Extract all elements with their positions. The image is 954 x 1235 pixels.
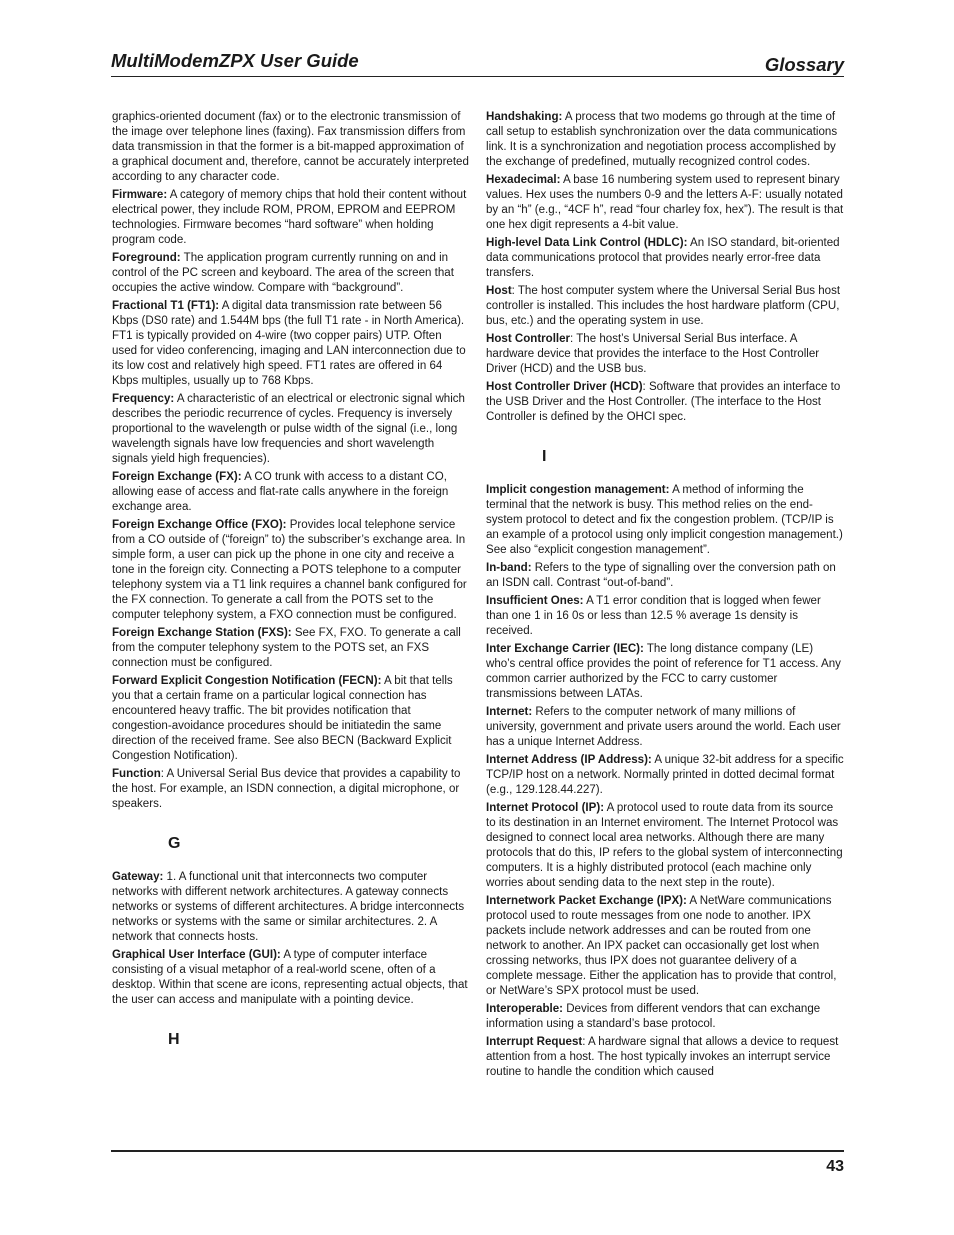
glossary-term: Host Controller Driver (HCD) bbox=[486, 381, 643, 393]
glossary-definition: The application program currently running on and in control of the PC screen and keyboard. The area of the screen that occupies the active window. Compare with “background”. bbox=[112, 252, 454, 294]
glossary-term: Foreign Exchange (FX): bbox=[112, 471, 242, 483]
glossary-term: Graphical User Interface (GUI): bbox=[112, 949, 281, 961]
glossary-entry bbox=[486, 332, 844, 377]
glossary-definition: : The host computer system where the Universal Serial Bus host controller is installed. This includes the host hardware platform (CPU, bus, etc.) and the operating system in use. bbox=[486, 285, 841, 327]
glossary-definition: Refers to the computer network of many millions of university, government and private users around the world. Each user has a unique Internet Address. bbox=[486, 706, 841, 748]
glossary-term: Foreign Exchange Office (FXO): bbox=[112, 519, 287, 531]
glossary-definition: : A hardware signal that allows a device to request attention from a host. The host typically invokes an interrupt service routine to handle the condition which caused bbox=[486, 1036, 839, 1078]
glossary-term: Function bbox=[112, 768, 161, 780]
glossary-entry bbox=[112, 470, 469, 515]
glossary-term: Implicit congestion management: bbox=[486, 484, 670, 496]
glossary-term: Fractional T1 (FT1): bbox=[112, 300, 220, 312]
glossary-term: Host bbox=[486, 285, 512, 297]
right-column bbox=[486, 110, 844, 1083]
glossary-entry bbox=[112, 767, 469, 812]
glossary-definition: Devices from different vendors that can exchange information using a standard’s base protocol. bbox=[486, 1003, 821, 1030]
glossary-term: Gateway: bbox=[112, 871, 164, 883]
glossary-definition: 1. A functional unit that interconnects two computer networks with different network architectures. A gateway connects networks or systems of different architectures. A bridge interconnects networks or systems with the same or similar architectures. 2. A network that connects hosts. bbox=[112, 871, 465, 943]
glossary-term: Interrupt Request bbox=[486, 1036, 583, 1048]
glossary-definition: : A Universal Serial Bus device that provides a capability to the host. For example, an ISDN connection, a digital microphone, or speakers. bbox=[112, 768, 461, 810]
glossary-entry bbox=[112, 626, 469, 671]
glossary-term: Internet Address (IP Address): bbox=[486, 754, 652, 766]
glossary-definition: The long distance company (LE) who’s central office provides the point of reference for T1 access. Any common carrier authorized by the FCC to carry customer transmissions between LATAs. bbox=[486, 643, 841, 700]
glossary-entry bbox=[112, 188, 469, 248]
glossary-definition: A characteristic of an electrical or electronic signal which describes the periodic recurrence of cycles. Frequency is inversely proportional to the wavelength or pulse width of the signal (i.e., long wavelength signals have low frequencies and short wavelength signals yield high frequencies). bbox=[112, 393, 465, 465]
glossary-entry bbox=[112, 299, 469, 389]
glossary-entry bbox=[486, 173, 844, 233]
glossary-term: Hexadecimal: bbox=[486, 174, 561, 186]
section-letter-g: G bbox=[168, 835, 181, 852]
glossary-entry bbox=[486, 801, 844, 891]
h-entries bbox=[486, 110, 844, 425]
g-entries bbox=[112, 870, 469, 1008]
glossary-definition: : The host’s Universal Serial Bus interface. A hardware device that provides the interface to the Host Controller Driver (HCD) and the USB bus. bbox=[486, 333, 820, 375]
glossary-term: Forward Explicit Congestion Notification (FECN): bbox=[112, 675, 382, 687]
left-column bbox=[112, 110, 469, 1066]
glossary-definition: Provides local telephone service from a CO outside of (“foreign” to) the subscriber’s exchange area. In simple form, a user can pick up the phone in one city and receive a tone in the foreign city. Connecting a POTS telephone to a computer telephony system via a T1 link requires a channel bank configured for the FX connection. To generate a call from the POTS set to the computer telephony system, a FXO connection must be configured. bbox=[112, 519, 467, 621]
glossary-term: Interoperable: bbox=[486, 1003, 563, 1015]
glossary-entry bbox=[112, 392, 469, 467]
page-number: 43 bbox=[826, 1158, 844, 1175]
glossary-term: Internetwork Packet Exchange (IPX): bbox=[486, 895, 687, 907]
glossary-entry bbox=[486, 594, 844, 639]
glossary-term: In-band: bbox=[486, 562, 532, 574]
glossary-entry bbox=[486, 894, 844, 999]
glossary-entry bbox=[486, 380, 844, 425]
glossary-term: Internet: bbox=[486, 706, 533, 718]
glossary-term: Inter Exchange Carrier (IEC): bbox=[486, 643, 644, 655]
glossary-entry bbox=[486, 236, 844, 281]
glossary-term: Frequency: bbox=[112, 393, 175, 405]
section-letter-h: H bbox=[168, 1031, 180, 1048]
glossary-definition: A method of informing the terminal that the network is busy. This method relies on the end-system protocol to detect and fix the congestion problem. (TCP/IP is an example of a protocol using only implicit congestion management.) See also “explicit congestion management”. bbox=[486, 484, 843, 556]
glossary-entry bbox=[486, 483, 844, 558]
glossary-entry bbox=[112, 674, 469, 764]
glossary-entry bbox=[486, 1035, 844, 1080]
glossary-term: Foreground: bbox=[112, 252, 181, 264]
glossary-definition: A process that two modems go through at the time of call setup to establish synchronization over the data communications link. It is a synchronization and negotiation process accomplished by the exchange of predefined, mutually recognized control codes. bbox=[486, 111, 838, 168]
glossary-entry bbox=[486, 642, 844, 702]
glossary-entry bbox=[486, 1002, 844, 1032]
i-entries bbox=[486, 483, 844, 1080]
glossary-term: Handshaking: bbox=[486, 111, 563, 123]
f-entries bbox=[112, 188, 469, 812]
footer-rule bbox=[111, 1150, 844, 1152]
page-header bbox=[111, 48, 844, 77]
glossary-definition: A T1 error condition that is logged when fewer than one 1 in 16 0s or less than 12.5 % average 1s density is received. bbox=[486, 595, 821, 637]
glossary-term: Firmware: bbox=[112, 189, 168, 201]
glossary-entry bbox=[486, 561, 844, 591]
glossary-definition: A type of computer interface consisting of a visual metaphor of a real-world scene, often of a desktop. Within that scene are icons, representing actual objects, that the user can access and manipulate with a pointing device. bbox=[112, 949, 468, 1006]
glossary-entry bbox=[486, 110, 844, 170]
glossary-term: Internet Protocol (IP): bbox=[486, 802, 605, 814]
section-letter-i: I bbox=[542, 448, 547, 465]
glossary-definition: Refers to the type of signalling over the conversion path on an ISDN call. Contrast “out-of-band”. bbox=[486, 562, 836, 589]
glossary-definition: A base 16 numbering system used to represent binary values. Hex uses the numbers 0-9 and the letters A-F: usually notated by an “h” (e.g., “4CF h”, read “four charley fox, hex”). The result is that one hex digit represents a 4-bit value. bbox=[486, 174, 844, 231]
glossary-term: Host Controller bbox=[486, 333, 571, 345]
glossary-term: High-level Data Link Control (HDLC): bbox=[486, 237, 688, 249]
glossary-definition: A CO trunk with access to a distant CO, allowing ease of access and flat-rate calls anywhere in the foreign exchange area. bbox=[112, 471, 449, 513]
glossary-definition: An ISO standard, bit-oriented data communications protocol that provides nearly error-free data transfers. bbox=[486, 237, 840, 279]
glossary-definition: A protocol used to route data from its source to its destination in an Internet enviroment. The Internet Protocol was designed to connect local area networks. Although there are many protocols that do this, IP refers to the global system of interconnecting computers. It is a highly distributed protocol (each machine only worries about sending data to the next step in the route). bbox=[486, 802, 843, 889]
glossary-entry bbox=[112, 948, 469, 1008]
document-title: MultiModemZPX User Guide bbox=[111, 50, 359, 71]
glossary-entry bbox=[112, 870, 469, 945]
glossary-term: Insufficient Ones: bbox=[486, 595, 584, 607]
glossary-definition: A unique 32-bit address for a specific TCP/IP host on a network. Normally printed in dotted decimal format (e.g., 129.128.44.227). bbox=[486, 754, 844, 796]
glossary-definition: A digital data transmission rate between 56 Kbps (DS0 rate) and 1.544M bps (the full T1 rate - in North America). FT1 is typically provided on 4-wire (two copper pairs) UTP. Often used for video conferencing, imaging and LAN interconnection due to its low cost and relatively high speed. FT1 rates are offered in 64 Kbps multiples, usually up to 768 Kbps. bbox=[112, 300, 466, 387]
glossary-entry bbox=[486, 705, 844, 750]
section-title: Glossary bbox=[764, 54, 844, 75]
glossary-definition: : Software that provides an interface to the USB Driver and the Host Controller. (The interface to the Host Controller is defined by the OHCI spec. bbox=[486, 381, 841, 423]
continued-definition: graphics-oriented document (fax) or to the electronic transmission of the image over telephone lines (faxing). Fax transmission differs from data transmission in that the former is a bit-mapped approximation of a graphical document and, therefore, cannot be accurately interpreted according to any character code. bbox=[112, 111, 469, 183]
glossary-entry bbox=[486, 753, 844, 798]
glossary-entry bbox=[486, 284, 844, 329]
glossary-entry bbox=[112, 251, 469, 296]
glossary-term: Foreign Exchange Station (FXS): bbox=[112, 627, 292, 639]
glossary-definition: See FX, FXO. To generate a call from the computer telephony system to the POTS set, an FXS connection must be configured. bbox=[112, 627, 461, 669]
glossary-definition: A bit that tells you that a certain frame on a particular logical connection has encountered heavy traffic. The bit provides notification that congestion-avoidance procedures should be initiatedin the same direction of the received frame. See also BECN (Backward Explicit Congestion Notification). bbox=[112, 675, 453, 762]
glossary-definition: A NetWare communications protocol used to route messages from one node to another. IPX packets include network addresses and can be routed from one network to another. An IPX packet can occasionally get lost when crossing networks, thus IPX does not guarantee delivery of a complete message. Either the application has to provide that control, or NetWare’s SPX protocol must be used. bbox=[486, 895, 837, 997]
glossary-definition: A category of memory chips that hold their content without electrical power, they include ROM, PROM, EPROM and EEPROM technologies. Firmware becomes “hard software” when holding program code. bbox=[112, 189, 467, 246]
glossary-entry bbox=[112, 518, 469, 623]
